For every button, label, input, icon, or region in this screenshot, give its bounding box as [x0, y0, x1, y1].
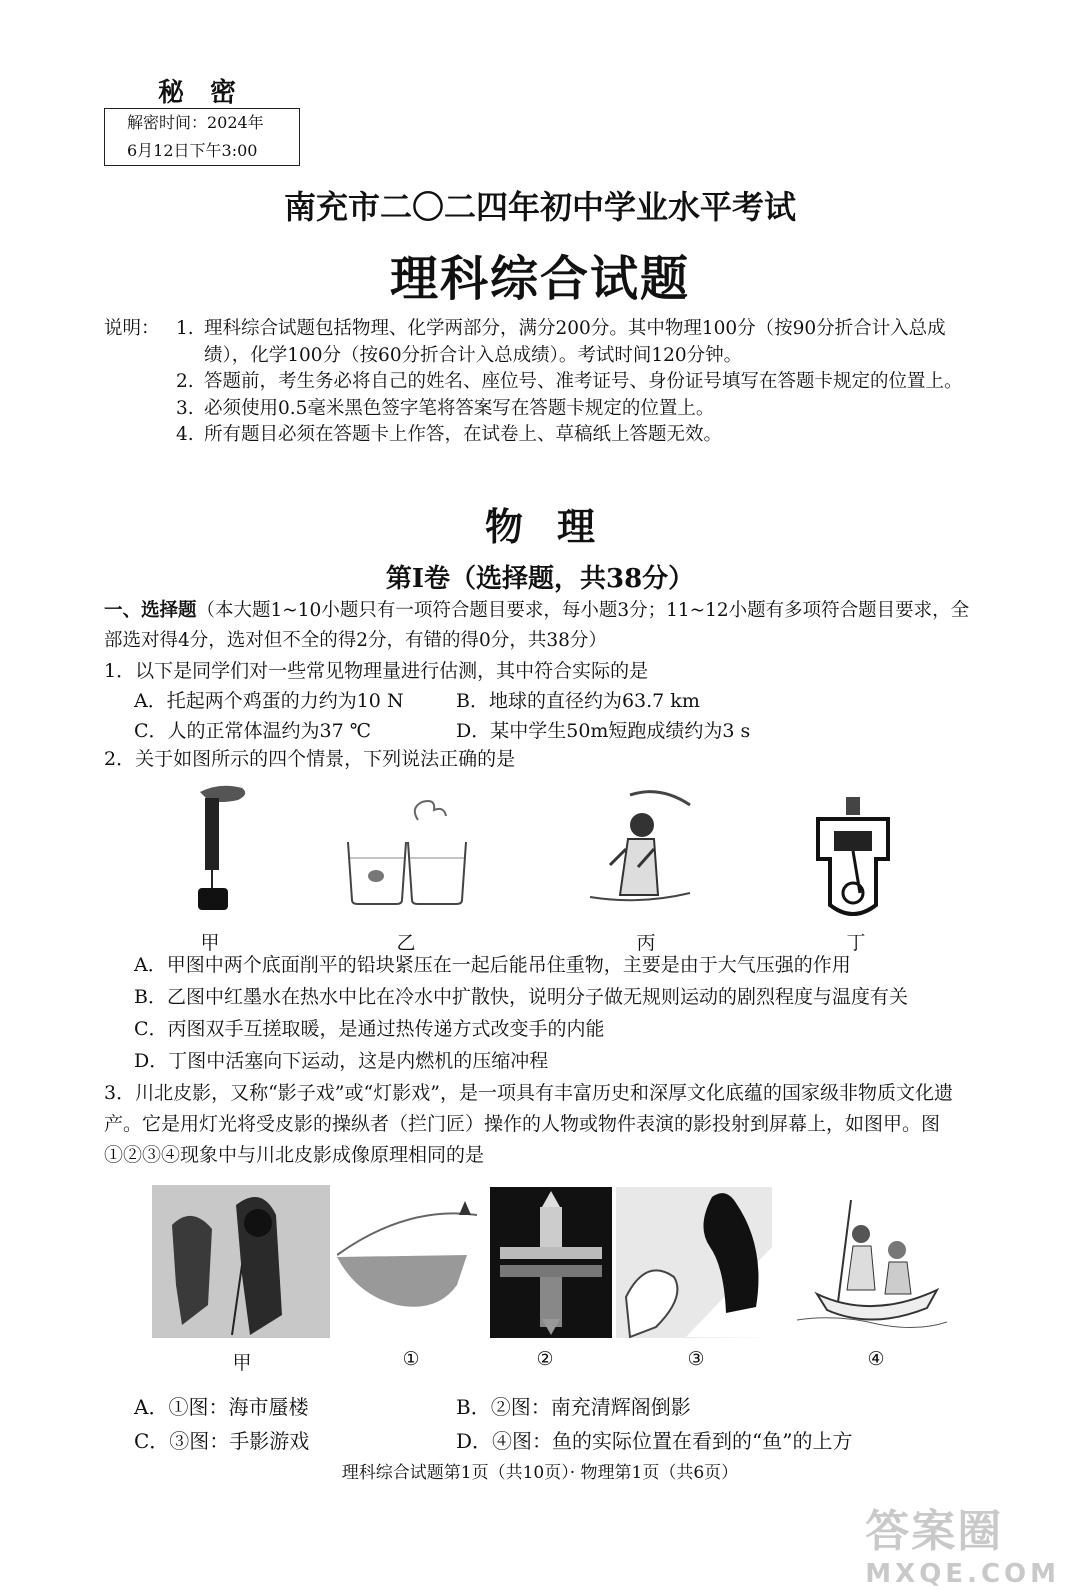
- instruction-text: 理科综合试题包括物理、化学两部分，满分200分。其中物理100分（按90分折合计入总成绩），化学100分（按60分折合计入总成绩）。考试时间120分钟。: [204, 318, 946, 366]
- question-1: [104, 656, 984, 746]
- figure-fishing-boat: [797, 1190, 947, 1338]
- question-2-stem: 2．关于如图所示的四个情景，下列说法正确的是: [104, 748, 516, 770]
- figure-caption: 丁: [846, 932, 866, 954]
- secret-label: 秘密: [158, 78, 263, 108]
- release-time-line2: 6月12日下午3:00: [127, 141, 258, 160]
- option-b: B．②图：南充清辉阁倒影: [456, 1395, 691, 1419]
- option-b: B．地球的直径约为63.7 km: [456, 690, 700, 712]
- page-footer: 理科综合试题第1页（共10页）· 物理第1页（共6页）: [341, 1463, 739, 1483]
- watermark-line2: MXQE.COM: [865, 1559, 1060, 1589]
- figure-shadow-puppet: [152, 1185, 330, 1338]
- release-time-line1: 解密时间：2024年: [127, 113, 264, 132]
- question-3-stem: 3．川北皮影，又称“影子戏”或“灯影戏”，是一项具有丰富历史和深厚文化底蕴的国家级非物质文化遗产。它是用灯光将受皮影的操纵者（拦门匠）操作的人物或物件表演的影投射到屏幕上，如图甲。图①②③④现象中与川北皮影成像原理相同的是: [104, 1082, 953, 1166]
- question-2-options: [104, 950, 984, 1076]
- part-title: 第Ⅰ卷（选择题，共38分）: [385, 564, 695, 594]
- figure-caption: 丙: [636, 932, 656, 954]
- option-b: B．乙图中红墨水在热水中比在冷水中扩散快，说明分子做无规则运动的剧烈程度与温度有关: [134, 986, 908, 1008]
- exam-title: 南充市二〇二四年初中学业水平考试: [283, 188, 796, 226]
- option-a: A．托起两个鸡蛋的力约为10 N: [134, 690, 404, 712]
- instruction-num: 1.: [176, 318, 194, 339]
- figure-caption: 乙: [396, 932, 416, 954]
- figure-caption: 甲: [232, 1352, 252, 1374]
- figure-caption: ②: [536, 1348, 554, 1370]
- release-time-box: [104, 108, 300, 166]
- watermark-line1: 答案圈: [865, 1506, 1004, 1557]
- option-a: A．甲图中两个底面削平的铅块紧压在一起后能吊住重物，主要是由于大气压强的作用: [134, 954, 851, 976]
- watermark-logo: [865, 1495, 1060, 1589]
- option-c: C．丙图双手互搓取暖，是通过热传递方式改变手的内能: [134, 1018, 605, 1040]
- option-c: C．③图：手影游戏: [134, 1429, 310, 1453]
- figure-engine-cylinder: [808, 795, 898, 920]
- figure-caption: ①: [402, 1348, 420, 1370]
- option-d: D．④图：鱼的实际位置在看到的“鱼”的上方: [456, 1429, 853, 1453]
- exam-subtitle: 理科综合试题: [389, 251, 690, 307]
- instruction-num: 2.: [176, 371, 194, 392]
- instructions: [104, 316, 984, 449]
- instruction-text: 必须使用0.5毫米黑色签字笔将答案写在答题卡规定的位置上。: [204, 397, 715, 419]
- section-instructions: [104, 596, 984, 656]
- instructions-label: 说明：: [104, 318, 160, 339]
- figure-tower-reflection: [490, 1187, 612, 1338]
- option-c: C．人的正常体温约为37 ℃: [134, 720, 372, 742]
- question-3-options: [104, 1390, 984, 1458]
- figure-hands-rubbing: [580, 785, 700, 915]
- figure-caption: ④: [867, 1348, 885, 1370]
- instruction-num: 4.: [176, 424, 194, 445]
- figure-caption: ③: [687, 1348, 705, 1370]
- option-a: A．①图：海市蜃楼: [134, 1395, 309, 1419]
- option-d: D．丁图中活塞向下运动，这是内燃机的压缩冲程: [134, 1050, 549, 1072]
- figure-hand-shadow: [616, 1187, 772, 1338]
- figure-caption: 甲: [200, 932, 220, 954]
- option-d: D．某中学生50m短跑成绩约为3 s: [456, 720, 751, 742]
- question-stem: 1．以下是同学们对一些常见物理量进行估测，其中符合实际的是: [104, 660, 649, 682]
- figure-mirage: [337, 1195, 477, 1323]
- figure-lead-blocks: [180, 780, 260, 920]
- subject-heading: 物理: [484, 504, 629, 549]
- instruction-text: 所有题目必须在答题卡上作答，在试卷上、草稿纸上答题无效。: [204, 424, 723, 445]
- figure-beakers: [340, 800, 470, 910]
- section-head: 一、选择题: [104, 600, 197, 621]
- instruction-text: 答题前，考生务必将自己的姓名、座位号、准考证号、身份证号填写在答题卡规定的位置上。: [204, 371, 963, 392]
- instruction-num: 3.: [176, 397, 194, 419]
- section-text: （本大题1~10小题只有一项符合题目要求，每小题3分；11~12小题有多项符合题目要求，全部选对得4分，选对但不全的得2分，有错的得0分，共38分）: [104, 600, 970, 651]
